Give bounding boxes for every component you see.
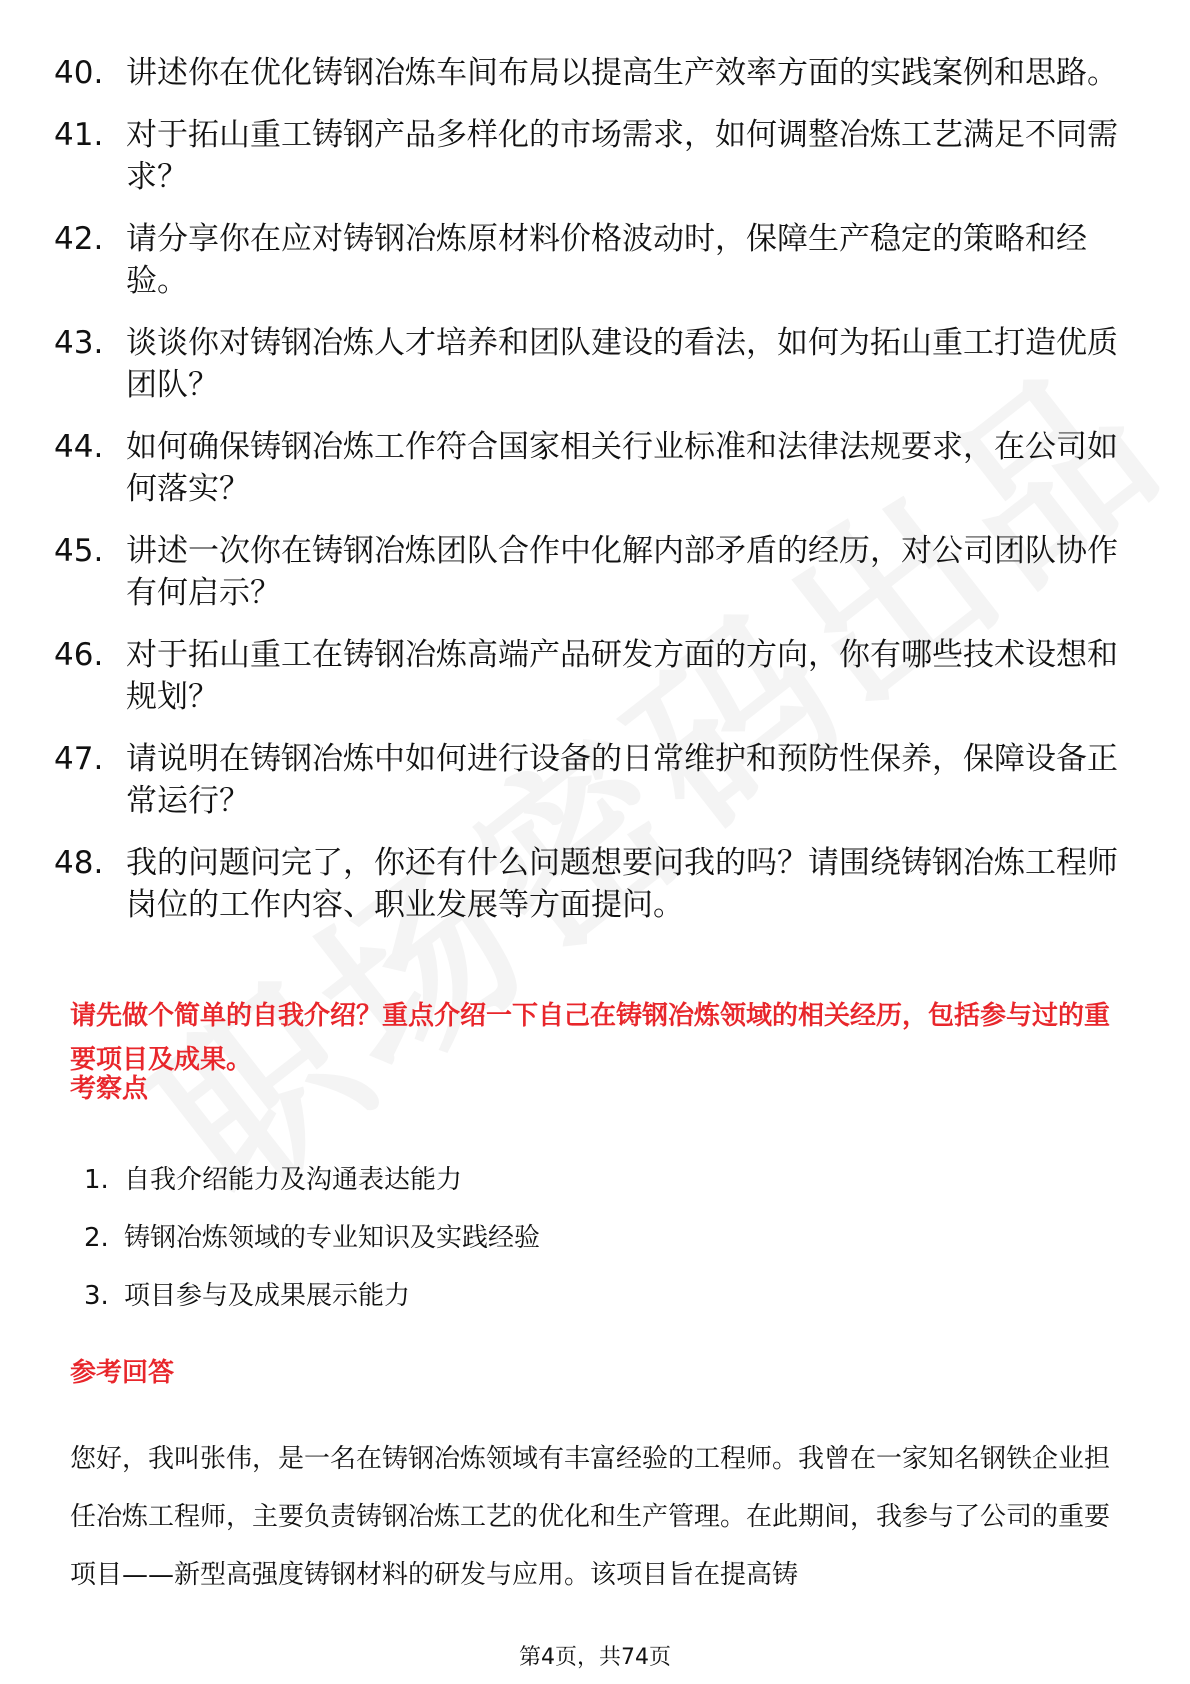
lead-question: 请先做个简单的自我介绍？重点介绍一下自己在铸钢冶炼领域的相关经历，包括参与过的重要项目及成果。 xyxy=(70,1001,1111,1075)
focus-point xyxy=(84,1220,540,1278)
question-number: 43. xyxy=(54,325,104,361)
question-number: 44. xyxy=(54,429,104,465)
question-number: 47. xyxy=(54,741,104,777)
question-number: 42. xyxy=(54,221,104,257)
question-item xyxy=(54,842,1124,926)
focus-point-number: 2. xyxy=(84,1223,109,1253)
question-item xyxy=(54,738,1124,822)
focus-point-text: 项目参与及成果展示能力 xyxy=(124,1281,411,1311)
question-item xyxy=(54,426,1124,510)
question-text: 请说明在铸钢冶炼中如何进行设备的日常维护和预防性保养，保障设备正常运行？ xyxy=(126,741,1118,819)
focus-point-text: 自我介绍能力及沟通表达能力 xyxy=(124,1165,463,1195)
question-text: 谈谈你对铸钢冶炼人才培养和团队建设的看法，如何为拓山重工打造优质团队？ xyxy=(126,325,1118,403)
focus-point xyxy=(84,1162,540,1220)
question-item xyxy=(54,634,1124,718)
question-text: 我的问题问完了，你还有什么问题想要问我的吗？请围绕铸钢冶炼工程师岗位的工作内容、职业发展等方面提问。 xyxy=(126,845,1118,923)
question-text: 讲述一次你在铸钢冶炼团队合作中化解内部矛盾的经历，对公司团队协作有何启示？ xyxy=(126,533,1118,611)
question-item xyxy=(54,322,1124,406)
question-text: 对于拓山重工在铸钢冶炼高端产品研发方面的方向，你有哪些技术设想和规划？ xyxy=(126,637,1118,715)
page-footer: 第4页，共74页 xyxy=(519,1645,671,1670)
question-number: 45. xyxy=(54,533,104,569)
focus-point-number: 1. xyxy=(84,1165,109,1195)
question-item xyxy=(54,530,1124,614)
question-text: 讲述你在优化铸钢冶炼车间布局以提高生产效率方面的实践案例和思路。 xyxy=(126,55,1118,91)
focus-point-list xyxy=(84,1162,540,1336)
focus-heading: 考察点 xyxy=(70,1074,149,1104)
answer-text: 您好，我叫张伟，是一名在铸钢冶炼领域有丰富经验的工程师。我曾在一家知名钢铁企业担任冶炼工程师，主要负责铸钢冶炼工艺的优化和生产管理。在此期间，我参与了公司的重要项目——新型高强度铸钢材料的研发与应用。该项目旨在提高铸 xyxy=(70,1444,1111,1590)
focus-point-number: 3. xyxy=(84,1281,109,1311)
question-number: 40. xyxy=(54,55,104,91)
question-list xyxy=(54,52,1124,946)
answer-heading: 参考回答 xyxy=(70,1358,175,1388)
question-text: 对于拓山重工铸钢产品多样化的市场需求，如何调整冶炼工艺满足不同需求？ xyxy=(126,117,1118,195)
question-number: 46. xyxy=(54,637,104,673)
question-item xyxy=(54,218,1124,302)
focus-point xyxy=(84,1278,540,1336)
question-item xyxy=(54,114,1124,198)
question-text: 如何确保铸钢冶炼工作符合国家相关行业标准和法律法规要求，在公司如何落实？ xyxy=(126,429,1118,507)
question-number: 41. xyxy=(54,117,104,153)
question-text: 请分享你在应对铸钢冶炼原材料价格波动时，保障生产稳定的策略和经验。 xyxy=(126,221,1087,299)
question-number: 48. xyxy=(54,845,104,881)
question-item xyxy=(54,52,1124,94)
focus-point-text: 铸钢冶炼领域的专业知识及实践经验 xyxy=(124,1223,541,1253)
